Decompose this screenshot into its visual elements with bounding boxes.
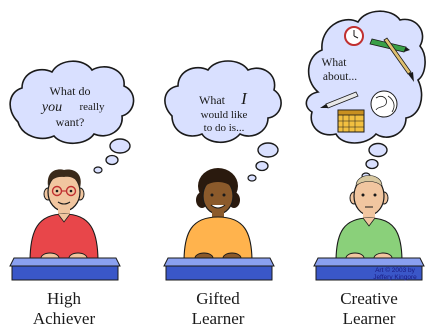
thought-bubble-high-achiever [10,61,133,173]
student-creative-learner [336,176,402,264]
caption-line: Learner [342,309,396,328]
calendar-icon [338,110,364,132]
bubble-line: to do is... [203,122,245,134]
caption-line: Creative [340,289,398,308]
figure-high-achiever [10,61,134,328]
caption-line: Achiever [32,309,96,328]
thought-bubble-creative-learner [306,11,425,179]
bubble-line: you [41,100,63,115]
figure-gifted-learner [164,61,281,328]
clock-icon [345,27,363,45]
bubble-line: What do [49,84,91,98]
student-high-achiever [30,169,98,263]
credit-line: Jeffery Kingore [373,274,417,281]
bubble-line: really [79,101,105,113]
caption-line: High [47,289,81,308]
bubble-line: want? [55,115,85,129]
bubble-line: What [321,57,347,69]
credit-line: Art © 2003 by [375,267,415,274]
bubble-line: I [241,89,247,108]
bubble-line: What [199,93,225,107]
desk-gifted-learner [164,258,274,280]
student-gifted-learner [184,168,252,263]
bubble-line: would like [200,109,248,121]
desk-high-achiever [10,258,120,280]
globe-icon [371,91,397,117]
caption-line: Learner [191,309,245,328]
figure-creative-learner [306,11,425,328]
bubble-line: about... [322,71,358,83]
caption-line: Gifted [196,289,240,308]
thought-bubble-gifted-learner [165,61,281,181]
